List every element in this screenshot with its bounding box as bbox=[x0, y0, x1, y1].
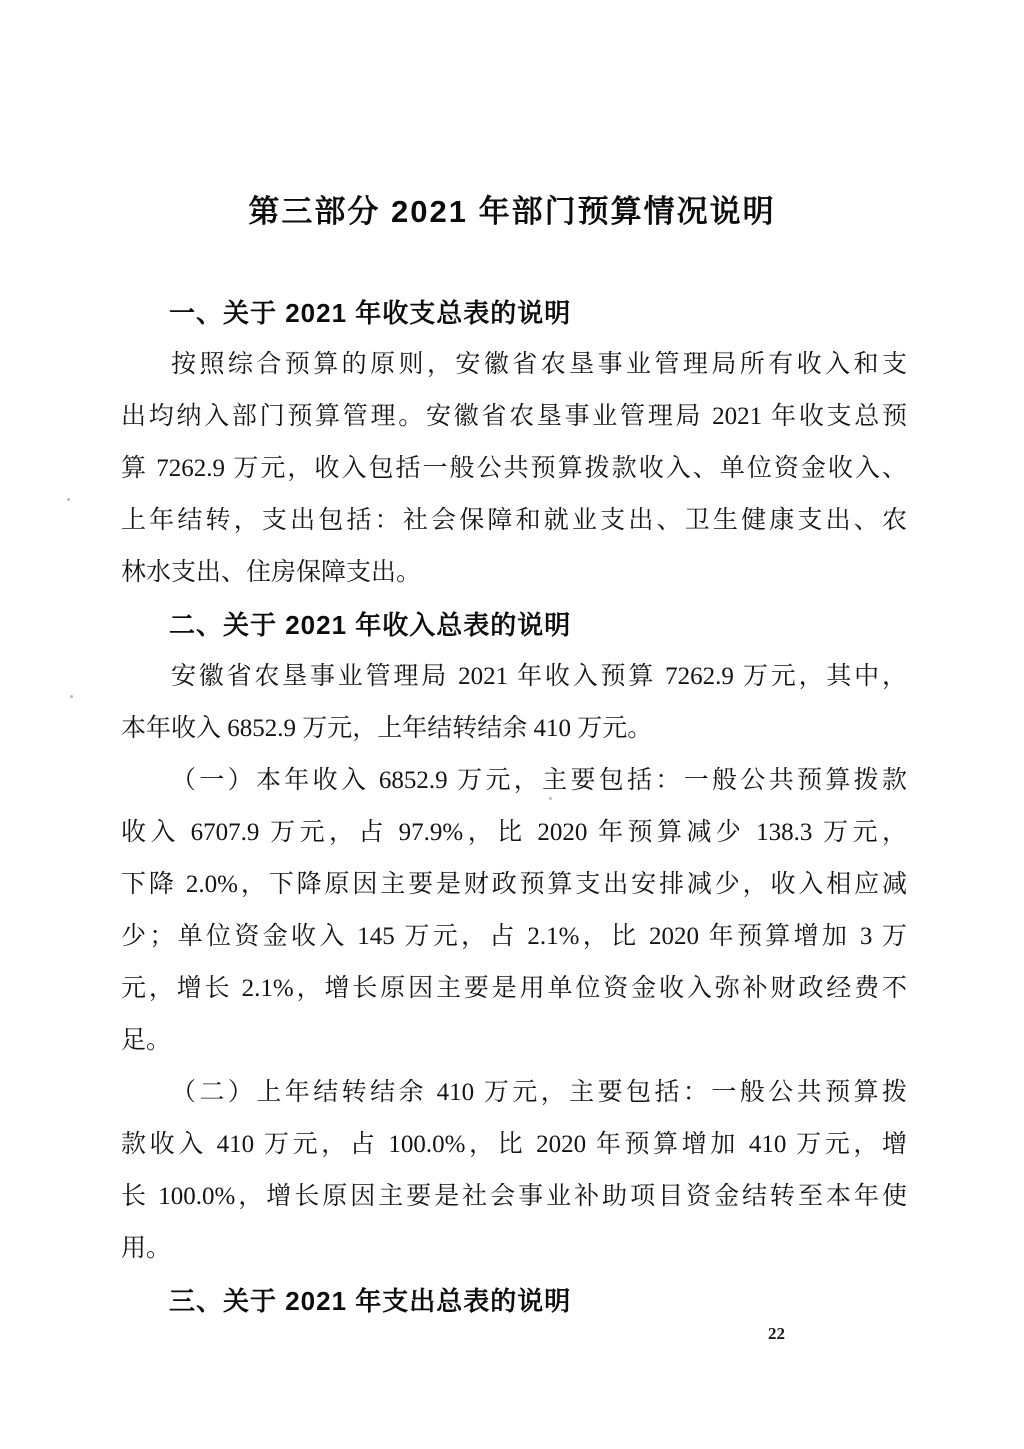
text-line: 下降 2.0%，下降原因主要是财政预算支出安排减少，收入相应减 bbox=[121, 871, 907, 898]
section-heading-3: 三、关于 2021 年支出总表的说明 bbox=[169, 1286, 572, 1316]
page-number: 22 bbox=[768, 1324, 785, 1343]
text-line: 算 7262.9 万元，收入包括一般公共预算拨款收入、单位资金收入、 bbox=[121, 455, 907, 482]
text-line: 上年结转，支出包括：社会保障和就业支出、卫生健康支出、农 bbox=[121, 507, 907, 534]
text-line: 出均纳入部门预算管理。安徽省农垦事业管理局 2021 年收支总预 bbox=[121, 403, 907, 430]
text-line: 安徽省农垦事业管理局 2021 年收入预算 7262.9 万元，其中， bbox=[171, 663, 907, 690]
text-line: 元，增长 2.1%，增长原因主要是用单位资金收入弥补财政经费不 bbox=[121, 975, 907, 1002]
text-line: （二）上年结转结余 410 万元，主要包括：一般公共预算拨 bbox=[171, 1079, 907, 1106]
section-heading-1: 一、关于 2021 年收支总表的说明 bbox=[169, 298, 572, 328]
text-line: 款收入 410 万元，占 100.0%，比 2020 年预算增加 410 万元，增 bbox=[121, 1131, 907, 1158]
document-body bbox=[121, 287, 907, 1327]
text-line: 少；单位资金收入 145 万元，占 2.1%，比 2020 年预算增加 3 万 bbox=[121, 923, 907, 950]
scan-speck bbox=[70, 695, 73, 698]
document-title: 第三部分 2021 年部门预算情况说明 bbox=[248, 194, 776, 229]
text-line: 按照综合预算的原则，安徽省农垦事业管理局所有收入和支 bbox=[171, 351, 907, 378]
section-heading-2: 二、关于 2021 年收入总表的说明 bbox=[169, 610, 572, 640]
text-line: 足。 bbox=[121, 1027, 172, 1054]
text-line: （一）本年收入 6852.9 万元，主要包括：一般公共预算拨款 bbox=[171, 767, 907, 794]
scan-speck bbox=[67, 498, 70, 501]
scan-speck bbox=[549, 797, 552, 800]
text-line: 林水支出、住房保障支出。 bbox=[121, 559, 422, 586]
text-line: 本年收入 6852.9 万元，上年结转结余 410 万元。 bbox=[121, 715, 653, 742]
text-line: 用。 bbox=[121, 1235, 172, 1262]
text-line: 收入 6707.9 万元，占 97.9%，比 2020 年预算减少 138.3 万元， bbox=[121, 819, 907, 846]
text-line: 长 100.0%，增长原因主要是社会事业补助项目资金结转至本年使 bbox=[121, 1183, 907, 1210]
